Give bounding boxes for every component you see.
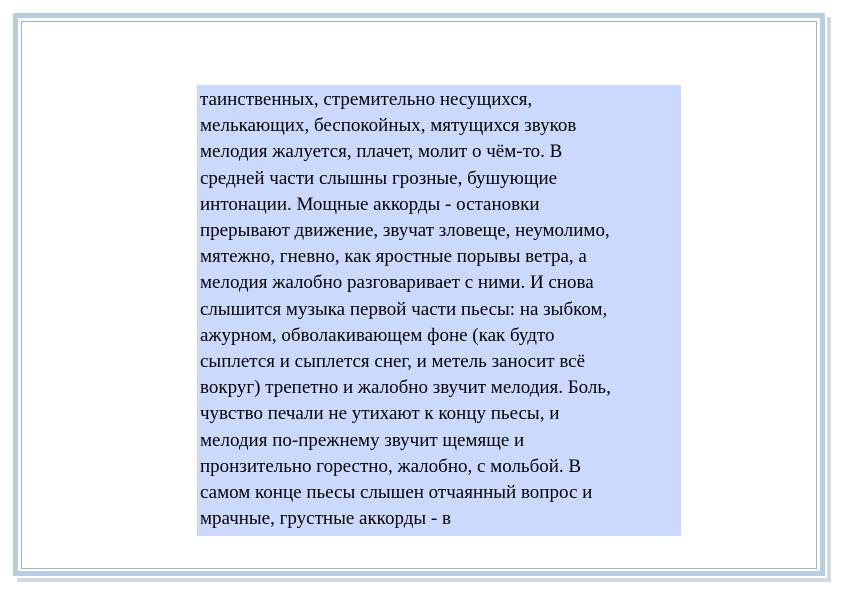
text-line: мелодия жалобно разговаривает с ними. И снова bbox=[200, 272, 594, 294]
text-line: мелькающих, беспокойных, мятущихся звуков bbox=[200, 115, 577, 137]
text-line: сыплется и сыплется снег, и метель заносит всё bbox=[200, 351, 586, 373]
text-line: мятежно, гневно, как яростные порывы ветра, а bbox=[200, 246, 587, 268]
text-line: прерывают движение, звучат зловеще, неумолимо, bbox=[200, 220, 610, 242]
text-line: слышится музыка первой части пьесы: на зыбком, bbox=[200, 298, 608, 320]
text-line: мрачные, грустные аккорды - в bbox=[200, 508, 451, 530]
text-line: самом конце пьесы слышен отчаянный вопрос и bbox=[200, 482, 593, 504]
text-line: вокруг) трепетно и жалобно звучит мелодия. Боль, bbox=[200, 377, 611, 399]
text-line: ажурном, обволакивающем фоне (как будто bbox=[200, 324, 555, 346]
text-line: таинственных, стремительно несущихся, bbox=[200, 89, 533, 110]
text-line: мелодия жалуется, плачет, молит о чём-то. В bbox=[200, 141, 563, 163]
text-line: интонации. Мощные аккорды - остановки bbox=[200, 193, 540, 215]
text-line: чувство печали не утихают к концу пьесы, и bbox=[200, 403, 560, 425]
frame-shadow-bottom bbox=[17, 578, 831, 582]
frame-shadow-right bbox=[827, 17, 831, 580]
text-line: пронзительно горестно, жалобно, с мольбой. В bbox=[200, 455, 582, 477]
body-text bbox=[200, 87, 681, 532]
text-line: средней части слышны грозные, бушующие bbox=[200, 167, 558, 189]
text-line: мелодия по-прежнему звучит щемяще и bbox=[200, 429, 525, 451]
text-box[interactable] bbox=[197, 85, 681, 536]
